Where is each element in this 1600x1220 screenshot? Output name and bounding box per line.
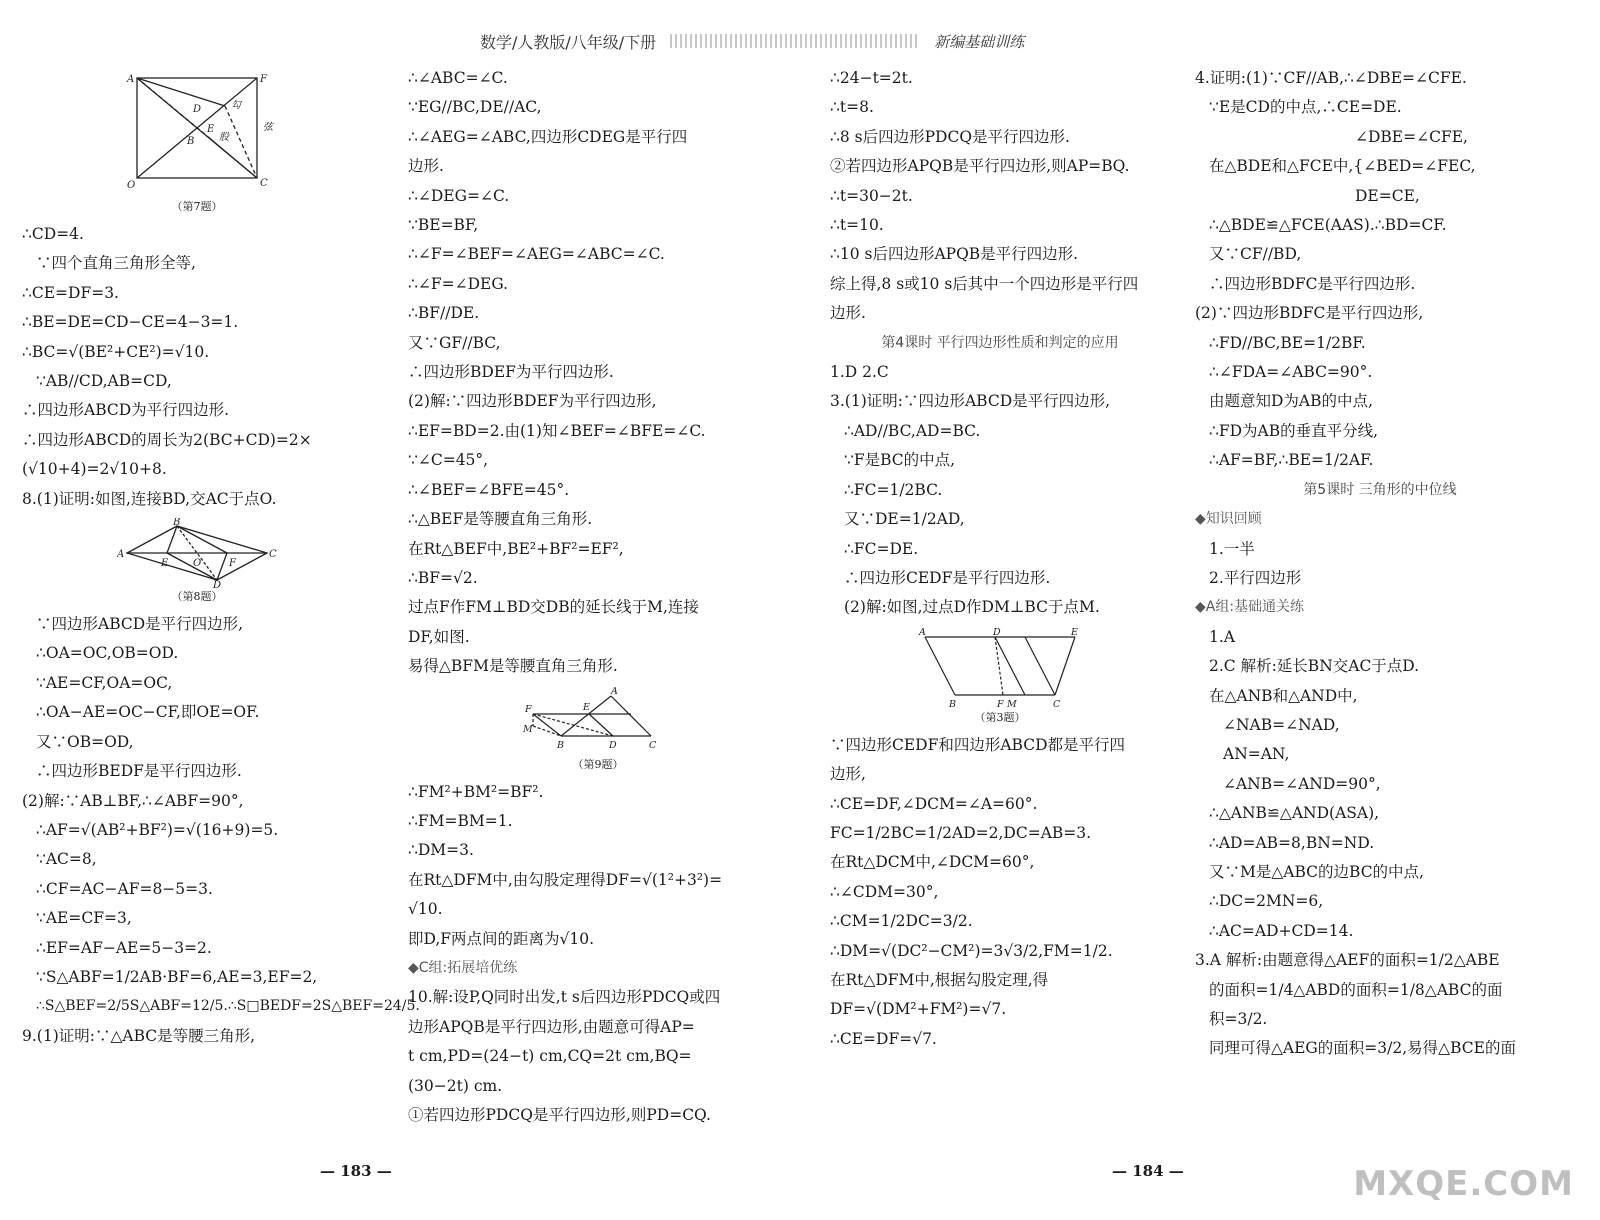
text-line: ∴CE=DF=√7. — [830, 1029, 937, 1048]
column-1 — [22, 64, 420, 1051]
section-tag-review: ◆知识回顾 — [1195, 511, 1262, 528]
text-line: ∴四边形BDEF为平行四边形. — [408, 363, 614, 382]
text-line: ∵四个直角三角形全等, — [36, 254, 196, 273]
text-line: 2.C 解析:延长BN交AC于点D. — [1209, 657, 1420, 676]
fig9-label: M — [523, 723, 533, 735]
section-tag-a: ◆A组:基础通关练 — [1195, 599, 1305, 616]
text-line: ∴BF=√2. — [408, 568, 478, 587]
fig7-label: 勾 — [231, 100, 241, 111]
fig8-label: A — [117, 549, 125, 561]
watermark-logo: MXQE.COM — [1353, 1164, 1574, 1204]
text-line: 又∵CF//BD, — [1209, 245, 1302, 264]
fig7-label: F — [260, 74, 267, 85]
text-line: ∴AF=√(AB²+BF²)=√(16+9)=5. — [36, 820, 279, 839]
fig9-label: E — [583, 701, 590, 713]
problem-4-heading: 4.证明:(1)∵CF//AB,∴∠DBE=∠CFE. — [1195, 69, 1467, 87]
text-line: 2.平行四边形 — [1209, 568, 1302, 587]
text-line: ∴AD//BC,AD=BC. — [844, 421, 981, 440]
fig7-label: D — [193, 104, 202, 115]
text-line: ∴24−t=2t. — [830, 69, 913, 87]
fig3-label: B — [949, 698, 956, 709]
text-line: √10. — [408, 900, 443, 919]
page-number-left: — 183 — — [320, 1162, 392, 1180]
problem-9-heading: 9.(1)证明:∵△ABC是等腰三角形, — [22, 1026, 256, 1045]
text-line: 综上得,8 s或10 s后其中一个四边形是平行四 — [830, 274, 1139, 293]
text-line: 边形. — [830, 304, 866, 323]
text-line: ∴BC=√(BE²+CE²)=√10. — [22, 342, 210, 361]
figure-9 — [408, 686, 788, 774]
text-line: DF=√(DM²+FM²)=√7. — [830, 1000, 1007, 1019]
figure-caption: （第9题） — [572, 757, 624, 771]
text-line: 在Rt△BEF中,BE²+BF²=EF², — [408, 539, 624, 558]
text-line: (2)解:∵AB⊥BF,∴∠ABF=90°, — [22, 791, 244, 810]
text-line: 即D,F两点间的距离为√10. — [408, 929, 595, 948]
text-line: ∴∠DEG=∠C. — [408, 186, 510, 205]
fig7-label: 股 — [219, 132, 229, 143]
text-line: ②若四边形APQB是平行四边形,则AP=BQ. — [830, 157, 1130, 176]
text-line: ∴四边形BDFC是平行四边形. — [1209, 274, 1416, 293]
text-line: ∴OA−AE=OC−CF,即OE=OF. — [36, 703, 260, 722]
text-line: ∵AC=8, — [36, 850, 97, 869]
text-line: ∴∠AEG=∠ABC,四边形CDEG是平行四 — [408, 127, 688, 146]
text-line: 1.A — [1209, 627, 1235, 646]
text-line: DE=CE, — [1355, 186, 1420, 205]
text-line: ∴FM=BM=1. — [408, 811, 513, 830]
text-line: ∴CE=DF,∠DCM=∠A=60°. — [830, 794, 1038, 813]
text-line: ∴8 s后四边形PDCQ是平行四边形. — [830, 127, 1070, 146]
text-line: (2)解:∵四边形BDEF为平行四边形, — [408, 392, 657, 411]
text-line: ∴CF=AC−AF=8−5=3. — [36, 879, 213, 898]
text-line: 1.一半 — [1209, 539, 1255, 558]
text-line: FC=1/2BC=1/2AD=2,DC=AB=3. — [830, 823, 1092, 842]
fig8-label: E — [161, 558, 169, 570]
fig9-label: F — [525, 703, 532, 715]
problem-10-heading: 10.解:设P,Q同时出发,t s后四边形PDCQ或四 — [408, 988, 721, 1007]
fig3-label: C — [1053, 698, 1061, 709]
text-line: ∴BF//DE. — [408, 304, 480, 323]
text-line: AN=AN, — [1223, 745, 1290, 764]
text-line: 的面积=1/4△ABD的面积=1/8△ABC的面 — [1209, 980, 1503, 999]
fig9-label: A — [611, 685, 618, 697]
fig7-label: O — [127, 180, 136, 191]
figure-7-drawing — [107, 68, 287, 198]
figure-caption: （第8题） — [171, 590, 223, 604]
text-line: 3.A 解析:由题意得△AEF的面积=1/2△ABE — [1195, 951, 1500, 970]
text-line: t cm,PD=(24−t) cm,CQ=2t cm,BQ= — [408, 1047, 692, 1066]
fig9-label: C — [649, 739, 657, 751]
text-line: 同理可得△AEG的面积=3/2,易得△BCE的面 — [1209, 1039, 1516, 1058]
text-line: ∵四边形CEDF和四边形ABCD都是平行四 — [830, 735, 1126, 754]
text-line: ∵AE=CF=3, — [36, 909, 132, 928]
text-line: 边形APQB是平行四边形,由题意可得AP= — [408, 1017, 695, 1036]
text-line: ∴四边形BEDF是平行四边形. — [36, 762, 242, 781]
text-line: ∴10 s后四边形APQB是平行四边形. — [830, 245, 1079, 264]
text-line: ∴∠CDM=30°, — [830, 882, 939, 901]
text-line: ∠ANB=∠AND=90°, — [1223, 774, 1381, 793]
text-line: ∴DC=2MN=6, — [1209, 892, 1324, 911]
fig3-label: A — [919, 626, 926, 638]
text-line: ∴∠F=∠DEG. — [408, 274, 509, 293]
text-line: ∴CD=4. — [22, 225, 84, 243]
text-line: ∴DM=3. — [408, 841, 474, 860]
text-line: 在Rt△DCM中,∠DCM=60°, — [830, 853, 1035, 872]
header-title: 数学/人教版/八年级/下册 — [480, 32, 657, 52]
text-line: ∴AD=AB=8,BN=ND. — [1209, 833, 1375, 852]
problem-3-heading: 3.(1)证明:∵四边形ABCD是平行四边形, — [830, 392, 1111, 411]
text-line: ∴AF=BF,∴BE=1/2AF. — [1209, 451, 1374, 470]
figure-7 — [22, 68, 372, 216]
text-line: ∵E是CD的中点,∴CE=DE. — [1209, 98, 1402, 117]
figure-9-drawing — [523, 686, 673, 756]
text-line: ∴∠ABC=∠C. — [408, 69, 508, 87]
text-line: ∵S△ABF=1/2AB·BF=6,AE=3,EF=2, — [36, 967, 318, 986]
text-line: ∴t=8. — [830, 98, 874, 117]
column-3 — [830, 64, 1170, 1054]
text-line: ∴FD为AB的垂直平分线, — [1209, 421, 1379, 440]
fig7-label: 弦 — [263, 122, 273, 133]
text-line: ∴FD//BC,BE=1/2BF. — [1209, 333, 1366, 352]
text-line: 在Rt△DFM中,由勾股定理得DF=√(1²+3²)= — [408, 870, 723, 889]
fig8-label: C — [269, 549, 277, 561]
text-line: ∵四边形ABCD是平行四边形, — [36, 615, 244, 634]
column-4 — [1195, 64, 1565, 1064]
text-line: 又∵DE=1/2AD, — [844, 510, 965, 529]
text-line: ∴△ANB≌△AND(ASA), — [1209, 804, 1380, 823]
fig3-label: M — [1007, 698, 1017, 709]
text-line: ∠DBE=∠CFE, — [1355, 127, 1468, 146]
text-line: ∴四边形CEDF是平行四边形. — [844, 568, 1051, 587]
text-line: (2)∵四边形BDFC是平行四边形, — [1195, 304, 1424, 323]
problem-8-heading: 8.(1)证明:如图,连接BD,交AC于点O. — [22, 489, 277, 508]
text-line: 边形, — [830, 765, 866, 784]
text-line: ∵F是BC的中点, — [844, 451, 956, 470]
text-line: ∴OA=OC,OB=OD. — [36, 644, 179, 663]
fig3-label: D — [993, 626, 1001, 638]
lesson-title: 第4课时 平行四边形性质和判定的应用 — [881, 334, 1119, 351]
text-line: 易得△BFM是等腰直角三角形. — [408, 657, 618, 676]
fig8-label: F — [229, 558, 236, 570]
text-line: ①若四边形PDCQ是平行四边形,则PD=CQ. — [408, 1106, 711, 1124]
fig9-label: D — [609, 739, 617, 751]
figure-3-drawing — [915, 627, 1085, 709]
header-brand: 新编基础训练 — [934, 32, 1025, 51]
text-line: ∴CM=1/2DC=3/2. — [830, 912, 973, 931]
fig7-label: A — [127, 74, 135, 85]
text-line: ∵AE=CF,OA=OC, — [36, 673, 173, 692]
text-line: ∴∠F=∠BEF=∠AEG=∠ABC=∠C. — [408, 245, 665, 264]
fig3-label: E — [1071, 626, 1078, 638]
figure-8-drawing — [117, 518, 277, 588]
text-line: ∵EG//BC,DE//AC, — [408, 98, 542, 117]
text-line: ∵∠C=45°, — [408, 451, 489, 470]
text-line: 边形. — [408, 157, 444, 176]
text-line: 过点F作FM⊥BD交DB的延长线于M,连接 — [408, 598, 699, 617]
text-line: ∴EF=BD=2.由(1)知∠BEF=∠BFE=∠C. — [408, 421, 706, 440]
text-line: ∴CE=DF=3. — [22, 283, 119, 302]
text-line: ∠NAB=∠NAD, — [1223, 715, 1340, 734]
fig8-label: B — [173, 518, 181, 529]
text-line: ∴EF=AF−AE=5−3=2. — [36, 938, 212, 957]
text-line: ∴BE=DE=CD−CE=4−3=1. — [22, 313, 239, 332]
text-line: ∴四边形ABCD的周长为2(BC+CD)=2× — [22, 430, 312, 449]
text-line: ∴四边形ABCD为平行四边形. — [22, 401, 230, 420]
text-line: ∴t=10. — [830, 216, 884, 235]
fig9-label: B — [557, 739, 564, 751]
fig3-label: F — [997, 698, 1004, 709]
figure-caption: （第3题） — [974, 710, 1026, 724]
fig7-label: C — [260, 178, 268, 189]
lesson-title: 第5课时 三角形的中位线 — [1303, 481, 1457, 498]
text-line: ∴△BEF是等腰直角三角形. — [408, 510, 593, 529]
figure-3 — [830, 627, 1170, 727]
column-2 — [408, 64, 788, 1130]
fig7-label: B — [187, 136, 195, 147]
text-line: 又∵M是△ABC的边BC的中点, — [1209, 862, 1424, 881]
figure-caption: （第7题） — [171, 200, 223, 213]
fig8-label: O — [193, 558, 202, 570]
page-header — [480, 28, 1040, 54]
text-line: (2)解:如图,过点D作DM⊥BC于点M. — [844, 598, 1100, 617]
text-line: ∴DM=√(DC²−CM²)=3√3/2,FM=1/2. — [830, 941, 1113, 960]
text-line: 又∵OB=OD, — [36, 732, 134, 751]
text-line: DF,如图. — [408, 627, 470, 646]
text-line: (√10+4)=2√10+8. — [22, 460, 167, 479]
text-line: ∵AB//CD,AB=CD, — [36, 372, 172, 391]
text-line: 又∵GF//BC, — [408, 333, 501, 352]
text-line: 1.D 2.C — [830, 363, 889, 382]
text-line: ∴FC=1/2BC. — [844, 480, 943, 499]
text-line: 积=3/2. — [1209, 1010, 1268, 1028]
text-line: ∴∠BEF=∠BFE=45°. — [408, 480, 570, 499]
page-number-right: — 184 — — [1112, 1162, 1184, 1180]
text-line: 在Rt△DFM中,根据勾股定理,得 — [830, 970, 1049, 989]
text-line: ∵BE=BF, — [408, 216, 479, 235]
text-line: 在△BDE和△FCE中,{∠BED=∠FEC, — [1209, 157, 1476, 176]
fig8-label: D — [213, 580, 222, 589]
header-decoration — [670, 34, 920, 48]
text-line: ∴△BDE≌△FCE(AAS).∴BD=CF. — [1209, 216, 1447, 235]
text-line: (30−2t) cm. — [408, 1076, 503, 1095]
text-line: ∴AC=AD+CD=14. — [1209, 921, 1354, 940]
fig7-label: E — [207, 124, 215, 135]
text-line: 由题意知D为AB的中点, — [1209, 392, 1373, 411]
text-line: ∴t=30−2t. — [830, 186, 913, 205]
text-line: ∴FC=DE. — [844, 539, 919, 558]
text-line: ∴∠FDA=∠ABC=90°. — [1209, 363, 1373, 382]
text-line: 在△ANB和△AND中, — [1209, 686, 1358, 705]
figure-8 — [22, 518, 372, 606]
section-tag-c: ◆C组:拓展培优练 — [408, 959, 518, 976]
text-line: ∴FM²+BM²=BF². — [408, 782, 544, 801]
text-line: ∴S△BEF=2/5S△ABF=12/5.∴S□BEDF=2S△BEF=24/5. — [36, 998, 420, 1015]
